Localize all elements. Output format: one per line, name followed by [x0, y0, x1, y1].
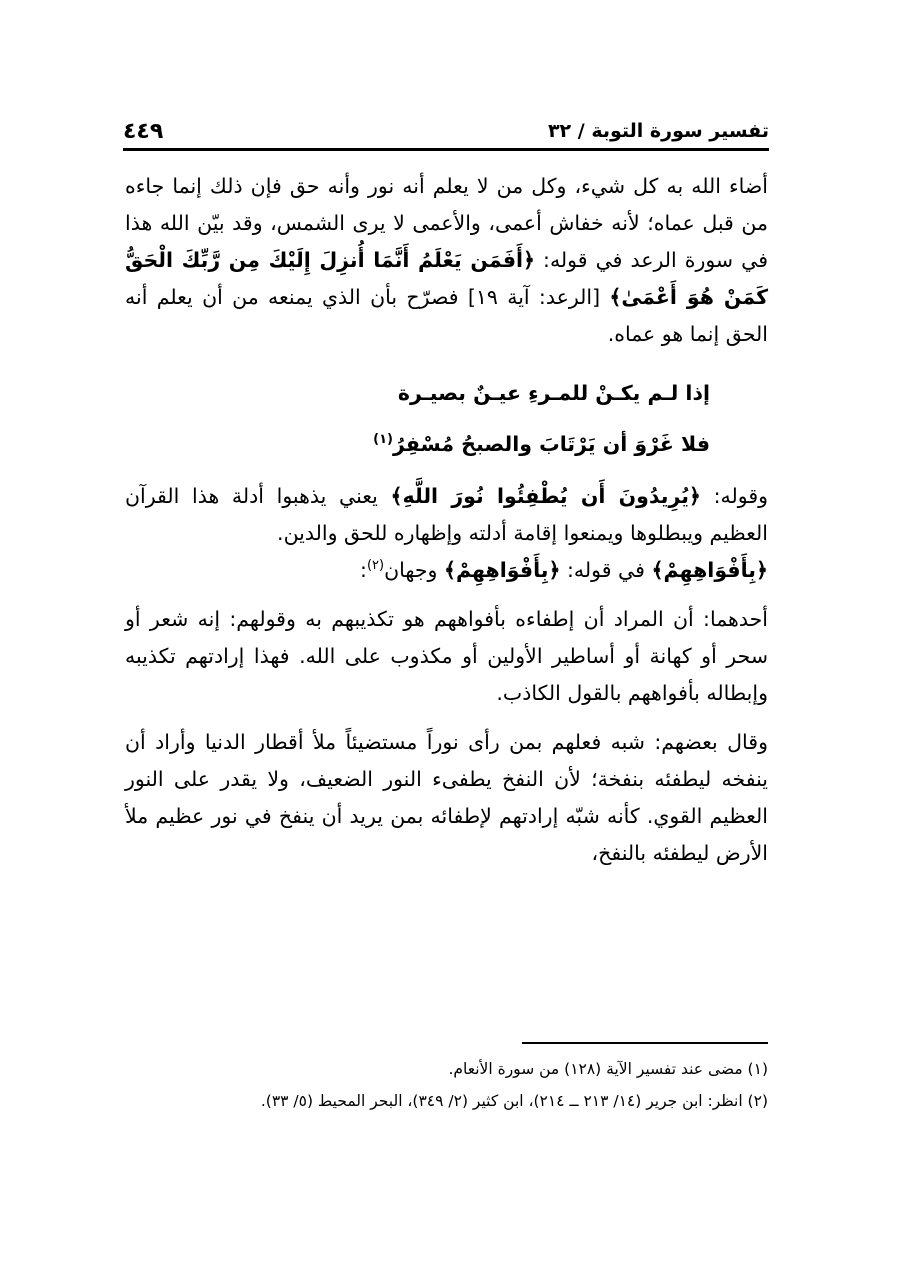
- paragraph-3: [125, 552, 768, 589]
- quran-quote: ﴿بِأَفْوَاهِهِمْ﴾: [443, 558, 561, 582]
- footnote-ref-2: (٢): [366, 558, 385, 574]
- paragraph-3-text-c: :: [360, 558, 367, 582]
- paragraph-2-text-a: وقوله:: [700, 484, 769, 508]
- footnote-ref-1: (١): [373, 432, 393, 448]
- paragraph-1: [125, 168, 768, 353]
- poem-line-1: إذا لـم يكـنْ للمـرءِ عيـنٌ بصيـرة: [397, 381, 710, 405]
- footnotes: [125, 1054, 768, 1118]
- paragraph-3-text-a: في قوله:: [560, 558, 652, 582]
- page-header: [123, 112, 769, 150]
- paragraph-2: [125, 478, 768, 552]
- paragraph-1-text-a: أضاء الله به كل شيء، وكل من لا يعلم أنه نور وأنه حق فإن ذلك إنما جاءه من قبل عماه؛ لأنه خفاش أعمى، والأعمى لا يرى الشمس، وقد بيّن الله هذا في سورة الرعد في قوله:: [125, 174, 768, 272]
- footnote-1: (١) مضى عند تفسير الآية (١٢٨) من سورة الأنعام.: [448, 1060, 768, 1078]
- running-title: تفسير سورة التوبة / ٣٢: [547, 120, 769, 142]
- poem-line-2-wrap: [125, 419, 710, 470]
- poem-line-2: فلا غَرْوَ أن يَرْتَابَ والصبحُ مُسْفِرُ: [392, 432, 710, 456]
- paragraph-1-text-b: [الرعد: آية ١٩] فصرّح بأن الذي يمنعه من أن يعلم أنه الحق إنما هو عماه.: [125, 285, 768, 346]
- quran-quote: ﴿يُرِيدُونَ أَن يُطْفِئُوا نُورَ اللَّهِ﴾: [390, 484, 701, 508]
- footnote-separator: [522, 1042, 768, 1044]
- quran-quote: ﴿أَفَمَن يَعْلَمُ أَنَّمَا أُنزِلَ إِلَيْكَ مِن رَّبِّكَ الْحَقُّ كَمَنْ هُوَ أَعْمَىٰ﴾: [125, 248, 768, 309]
- paragraph-3-text-b: وجهان: [384, 558, 444, 582]
- main-text: [125, 168, 768, 872]
- paragraph-4: أحدهما: أن المراد أن إطفاءه بأفواههم هو تكذيبهم به وقولهم: إنه شعر أو سحر أو كهانة أو أساطير الأولين أو مكذوب على الله. فهذا إرادتهم تكذيبه وإبطاله بأفواههم بالقول الكاذب.: [125, 607, 768, 705]
- page-number: ٤٤٩: [123, 118, 164, 144]
- quran-quote: ﴿بِأَفْوَاهِهِمْ﴾: [651, 558, 768, 582]
- footnote-2: (٢) انظر: ابن جرير (١٤/ ٢١٣ ــ ٢١٤)، ابن كثير (٢/ ٣٤٩)، البحر المحيط (٥/ ٣٣).: [260, 1092, 768, 1110]
- header-rule: [123, 148, 769, 151]
- paragraph-2-text-b: يعني يذهبوا أدلة هذا القرآن العظيم ويبطلوها ويمنعوا إقامة أدلته وإظهاره للحق والدين.: [125, 484, 768, 545]
- poem: [125, 368, 768, 470]
- paragraph-5: وقال بعضهم: شبه فعلهم بمن رأى نوراً مستضيئاً ملأ أقطار الدنيا وأراد أن ينفخه ليطفئه بنفخة؛ لأن النفخ يطفىء النور الضعيف، ولا يقدر على النور العظيم القوي. كأنه شبّه إرادتهم لإطفائه بمن يريد أن ينفخ في نور عظيم ملأ الأرض ليطفئه بالنفخ،: [125, 730, 768, 865]
